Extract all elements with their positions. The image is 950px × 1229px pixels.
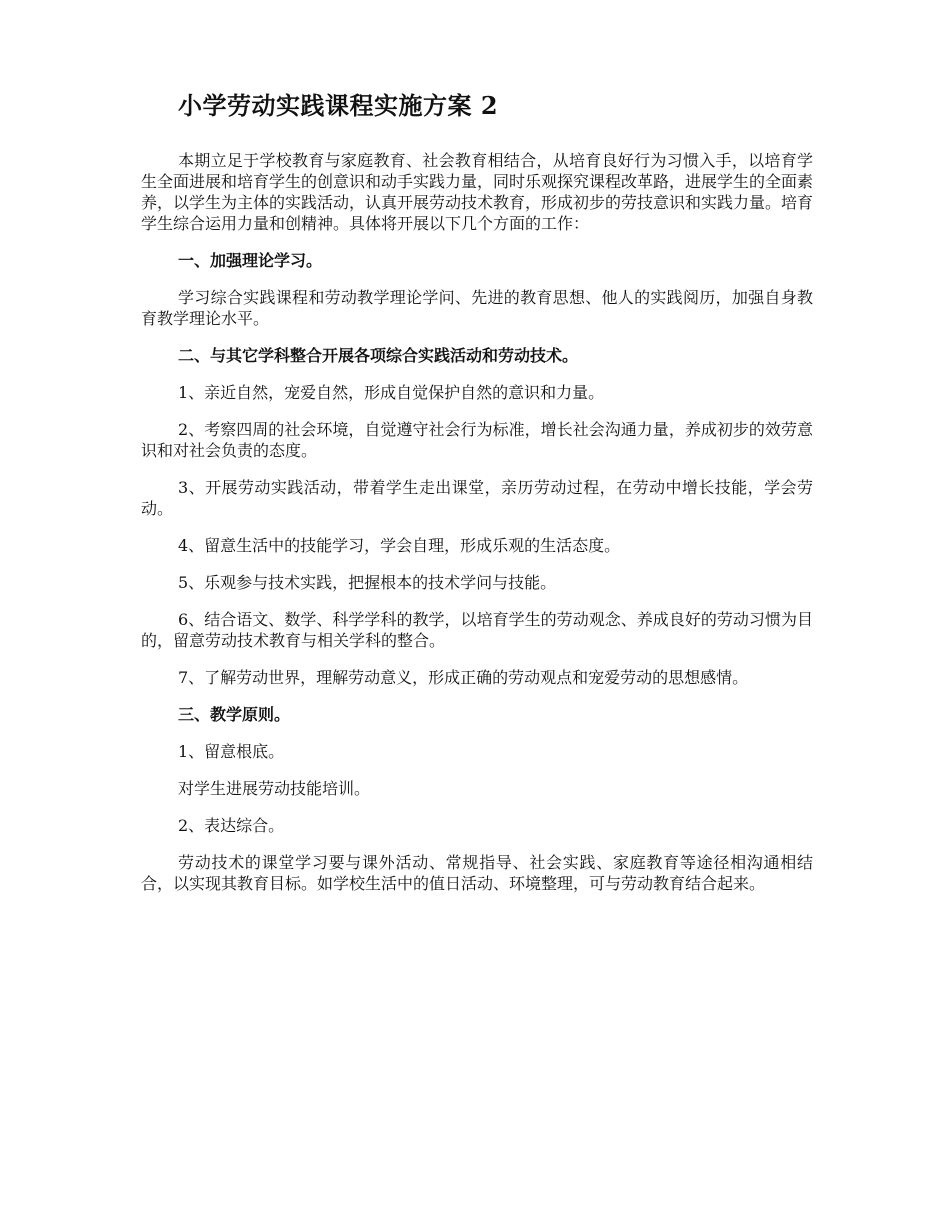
document-title: 小学劳动实践课程实施方案 2: [178, 91, 499, 120]
section-2-item-1: 1、亲近自然，宠爱自然，形成自觉保护自然的意识和力量。: [178, 383, 605, 402]
document-body: [141, 150, 813, 910]
section-3-item-2-detail: 劳动技术的课堂学习要与课外活动、常规指导、社会实践、家庭教育等途径相沟通相结合，以实现其教育目标。如学校生活中的值日活动、环境整理，可与劳动教育结合起来。: [141, 853, 813, 893]
section-heading-1: 一、加强理论学习。: [178, 251, 323, 270]
section-2-item-4: 4、留意生活中的技能学习，学会自理，形成乐观的生活态度。: [178, 536, 621, 555]
section-1-paragraph: 学习综合实践课程和劳动教学理论学问、先进的教育思想、他人的实践阅历，加强自身教育教学理论水平。: [141, 288, 813, 328]
section-2-item-3: 3、开展劳动实践活动，带着学生走出课堂，亲历劳动过程，在劳动中增长技能，学会劳动。: [141, 478, 813, 518]
section-3-item-1: 1、留意根底。: [178, 742, 285, 761]
section-2-item-2: 2、考察四周的社会环境，自觉遵守社会行为标准，增长社会沟通力量，养成初步的效劳意识和对社会负责的态度。: [141, 420, 813, 460]
section-2-item-5: 5、乐观参与技术实践，把握根本的技术学问与技能。: [178, 573, 557, 592]
section-2-item-7: 7、了解劳动世界，理解劳动意义，形成正确的劳动观点和宠爱劳动的思想感情。: [178, 668, 749, 687]
section-heading-2: 二、与其它学科整合开展各项综合实践活动和劳动技术。: [178, 346, 579, 365]
intro-paragraph: 本期立足于学校教育与家庭教育、社会教育相结合，从培育良好行为习惯入手，以培育学生全面进展和培育学生的创意识和动手实践力量，同时乐观探究课程改革路，进展学生的全面素养，以学生为主体的实践活动，认真开展劳动技术教育，形成初步的劳技意识和实践力量。培育学生综合运用力量和创精神。具体将开展以下几个方面的工作：: [141, 151, 814, 233]
section-2-item-6: 6、结合语文、数学、科学学科的教学，以培育学生的劳动观念、养成良好的劳动习惯为目的，留意劳动技术教育与相关学科的整合。: [141, 610, 813, 650]
section-3-item-1-detail: 对学生进展劳动技能培训。: [178, 779, 371, 798]
section-3-item-2: 2、表达综合。: [178, 816, 285, 835]
section-heading-3: 三、教学原则。: [178, 705, 291, 724]
